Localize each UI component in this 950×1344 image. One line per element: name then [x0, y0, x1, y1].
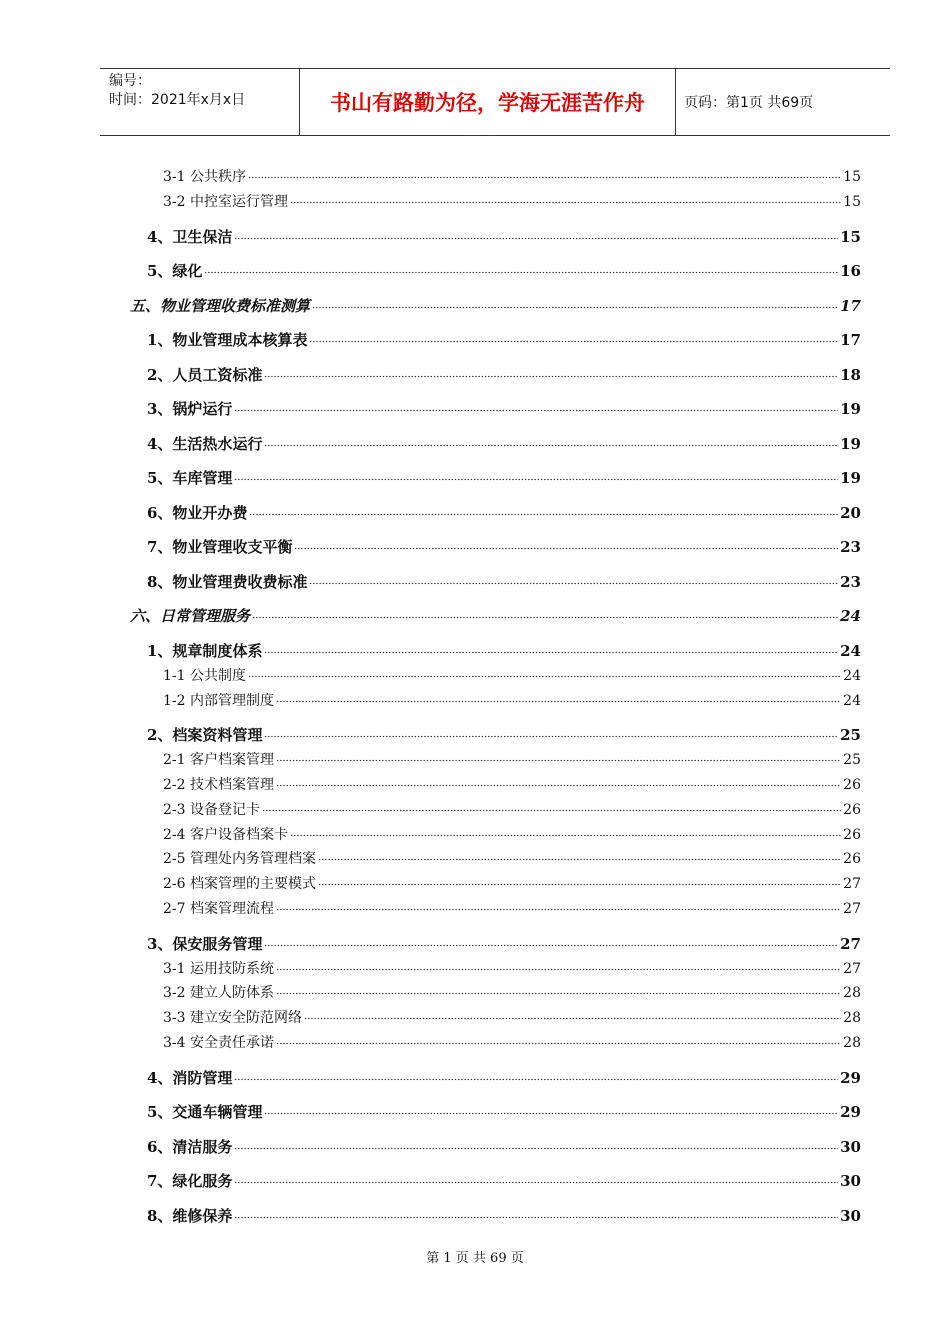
- toc-entry-page: 27: [840, 935, 861, 953]
- toc-dot-leader: [204, 261, 838, 276]
- toc-entry-page: 15: [843, 169, 861, 185]
- toc-entry-title: 5、车库管理: [147, 469, 233, 487]
- toc-entry[interactable]: [147, 433, 861, 454]
- toc-entry-title: 2-5 管理处内务管理档案: [163, 851, 316, 867]
- toc-entry[interactable]: [147, 226, 861, 247]
- header-meta: [100, 69, 300, 135]
- toc-entry[interactable]: [163, 799, 861, 819]
- toc-entry-title: 6、物业开办费: [147, 504, 248, 522]
- toc-entry[interactable]: [147, 640, 861, 661]
- toc-dot-leader: [252, 606, 838, 621]
- toc-entry[interactable]: [163, 898, 861, 918]
- toc-dot-leader: [304, 1008, 841, 1022]
- toc-entry-page: 26: [843, 777, 861, 793]
- toc-entry-page: 19: [840, 435, 861, 453]
- toc-entry-title: 2-2 技术档案管理: [163, 777, 274, 793]
- toc-entry[interactable]: [147, 1205, 861, 1226]
- toc-dot-leader: [309, 572, 838, 587]
- toc-entry-page: 30: [840, 1138, 861, 1156]
- toc-entry-page: 17: [840, 297, 861, 315]
- toc-entry[interactable]: [163, 982, 861, 1002]
- header-motto: 书山有路勤为径，学海无涯苦作舟: [300, 69, 676, 135]
- toc-dot-leader: [264, 365, 838, 380]
- toc-entry-title: 1-1 公共制度: [163, 668, 246, 684]
- toc-entry-page: 28: [843, 985, 861, 1001]
- toc-dot-leader: [234, 1068, 838, 1083]
- toc-dot-leader: [248, 167, 841, 181]
- toc-entry-title: 7、绿化服务: [147, 1172, 233, 1190]
- toc-entry[interactable]: [147, 571, 861, 592]
- toc-entry-page: 27: [843, 961, 861, 977]
- toc-dot-leader: [318, 874, 841, 888]
- toc-entry-page: 15: [840, 228, 861, 246]
- toc-entry-title: 2-3 设备登记卡: [163, 802, 260, 818]
- toc-entry-title: 3-3 建立安全防范网络: [163, 1010, 302, 1026]
- document-number-label: 编号：: [109, 73, 151, 89]
- toc-entry-page: 28: [843, 1035, 861, 1051]
- toc-entry[interactable]: [163, 1032, 861, 1052]
- toc-entry-page: 29: [840, 1103, 861, 1121]
- toc-entry-title: 3-2 建立人防体系: [163, 985, 274, 1001]
- toc-dot-leader: [264, 641, 838, 656]
- toc-entry[interactable]: [147, 502, 861, 523]
- toc-entry-title: 4、卫生保洁: [147, 228, 233, 246]
- toc-entry[interactable]: [147, 398, 861, 419]
- toc-entry-page: 24: [843, 668, 861, 684]
- toc-dot-leader: [318, 849, 841, 863]
- toc-entry-page: 25: [840, 726, 861, 744]
- toc-dot-leader: [264, 434, 838, 449]
- toc-dot-leader: [249, 503, 838, 518]
- toc-entry-page: 23: [840, 573, 861, 591]
- toc-entry-page: 27: [843, 876, 861, 892]
- toc-dot-leader: [234, 1171, 838, 1186]
- toc-dot-leader: [264, 725, 838, 740]
- toc-entry-title: 5、交通车辆管理: [147, 1103, 263, 1121]
- toc-entry-title: 2-1 客户档案管理: [163, 752, 274, 768]
- toc-dot-leader: [290, 192, 841, 206]
- toc-entry-title: 六、日常管理服务: [130, 607, 251, 625]
- toc-dot-leader: [290, 825, 841, 839]
- toc-entry[interactable]: [147, 933, 861, 954]
- toc-dot-leader: [276, 1033, 841, 1047]
- toc-entry-title: 2-4 客户设备档案卡: [163, 827, 288, 843]
- toc-dot-leader: [309, 330, 838, 345]
- toc-entry-title: 3-4 安全责任承诺: [163, 1035, 274, 1051]
- toc-entry-page: 29: [840, 1069, 861, 1087]
- toc-entry-page: 24: [840, 642, 861, 660]
- toc-entry[interactable]: [147, 724, 861, 745]
- toc-dot-leader: [276, 899, 841, 913]
- toc-entry-title: 2-7 档案管理流程: [163, 901, 274, 917]
- toc-entry-title: 5、绿化: [147, 262, 203, 280]
- toc-dot-leader: [276, 959, 841, 973]
- toc-entry[interactable]: [147, 364, 861, 385]
- toc-dot-leader: [276, 691, 841, 705]
- toc-entry-title: 五、物业管理收费标准测算: [130, 297, 311, 315]
- toc-entry[interactable]: [163, 1007, 861, 1027]
- toc-entry-title: 2、档案资料管理: [147, 726, 263, 744]
- toc-entry-title: 3-2 中控室运行管理: [163, 194, 288, 210]
- toc-dot-leader: [264, 934, 838, 949]
- toc-entry-title: 7、物业管理收支平衡: [147, 538, 293, 556]
- toc-entry-title: 3、保安服务管理: [147, 935, 263, 953]
- toc-entry[interactable]: [163, 958, 861, 978]
- toc-entry-page: 19: [840, 469, 861, 487]
- toc-entry-title: 3-1 运用技防系统: [163, 961, 274, 977]
- toc-dot-leader: [294, 537, 838, 552]
- toc-entry[interactable]: [163, 749, 861, 769]
- toc-entry[interactable]: [163, 774, 861, 794]
- toc-entry[interactable]: [147, 1170, 861, 1191]
- toc-entry[interactable]: [147, 536, 861, 557]
- toc-entry[interactable]: [163, 873, 861, 893]
- toc-entry-page: 18: [840, 366, 861, 384]
- toc-entry[interactable]: [147, 1136, 861, 1157]
- toc-entry-title: 8、维修保养: [147, 1207, 233, 1225]
- page-footer: 第 1 页 共 69 页: [426, 1251, 524, 1266]
- toc-dot-leader: [234, 399, 838, 414]
- toc-entry-page: 26: [843, 802, 861, 818]
- toc-entry[interactable]: [130, 295, 861, 316]
- toc-entry[interactable]: [163, 191, 861, 211]
- toc-entry-title: 2-6 档案管理的主要模式: [163, 876, 316, 892]
- toc-entry-title: 1、物业管理成本核算表: [147, 331, 308, 349]
- toc-entry-page: 25: [843, 752, 861, 768]
- toc-entry[interactable]: [163, 848, 861, 868]
- toc-entry-title: 2、人员工资标准: [147, 366, 263, 384]
- toc-entry-page: 20: [840, 504, 861, 522]
- toc-entry-page: 19: [840, 400, 861, 418]
- toc-entry[interactable]: [163, 166, 861, 186]
- toc-dot-leader: [262, 800, 841, 814]
- toc-entry-page: 16: [840, 262, 861, 280]
- document-time-label: 时间：2021年x月x日: [109, 92, 246, 108]
- toc-entry-title: 1、规章制度体系: [147, 642, 263, 660]
- toc-entry-page: 26: [843, 827, 861, 843]
- toc-dot-leader: [276, 775, 841, 789]
- toc-entry-title: 4、生活热水运行: [147, 435, 263, 453]
- toc-entry[interactable]: [163, 665, 861, 685]
- toc-dot-leader: [276, 983, 841, 997]
- toc-dot-leader: [234, 227, 838, 242]
- toc-entry-title: 3、锅炉运行: [147, 400, 233, 418]
- toc-entry-page: 27: [843, 901, 861, 917]
- toc-entry-title: 6、清洁服务: [147, 1138, 233, 1156]
- toc-entry[interactable]: [147, 260, 861, 281]
- toc-entry-page: 30: [840, 1172, 861, 1190]
- toc-dot-leader: [234, 1206, 838, 1221]
- toc-dot-leader: [234, 1137, 838, 1152]
- toc-entry-page: 23: [840, 538, 861, 556]
- toc-entry[interactable]: [163, 690, 861, 710]
- toc-entry-page: 26: [843, 851, 861, 867]
- toc-entry[interactable]: [130, 605, 861, 626]
- toc-entry-page: 24: [840, 607, 861, 625]
- toc-dot-leader: [248, 666, 841, 680]
- toc-entry[interactable]: [147, 1067, 861, 1088]
- toc-entry-page: 28: [843, 1010, 861, 1026]
- toc-entry-page: 17: [840, 331, 861, 349]
- toc-entry-title: 1-2 内部管理制度: [163, 693, 274, 709]
- toc-dot-leader: [264, 1102, 838, 1117]
- toc-dot-leader: [234, 468, 838, 483]
- toc-entry-page: 30: [840, 1207, 861, 1225]
- toc-dot-leader: [276, 750, 841, 764]
- toc-entry-title: 3-1 公共秩序: [163, 169, 246, 185]
- header-page-code: 页码：第1页 共69页: [684, 95, 814, 111]
- toc-entry-title: 8、物业管理费收费标准: [147, 573, 308, 591]
- toc-entry[interactable]: [147, 329, 861, 350]
- toc-entry[interactable]: [147, 467, 861, 488]
- toc-entry[interactable]: [147, 1101, 861, 1122]
- toc-dot-leader: [312, 296, 838, 311]
- toc-entry[interactable]: [163, 824, 861, 844]
- page-header: [100, 68, 890, 136]
- toc-entry-page: 15: [843, 194, 861, 210]
- toc-entry-title: 4、消防管理: [147, 1069, 233, 1087]
- toc-entry-page: 24: [843, 693, 861, 709]
